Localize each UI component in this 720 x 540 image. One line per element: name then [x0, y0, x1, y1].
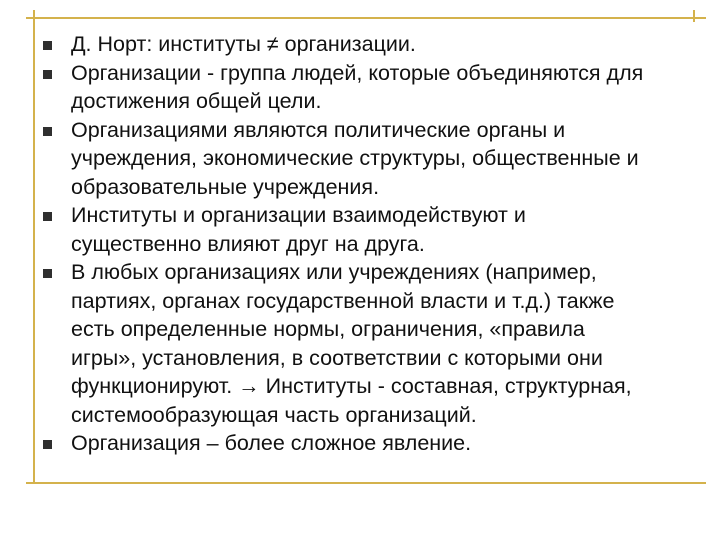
bullet-text-line: Организация – более сложное явление.: [71, 431, 472, 455]
bullet-list: [36, 30, 720, 458]
bullet-text-line: учреждения, экономические структуры, общественные и: [71, 146, 639, 170]
bullet-item: [36, 30, 720, 59]
bullet-text-line: Институты и организации взаимодействуют и: [71, 203, 526, 227]
bullet-text-line: В любых организациях или учреждениях (например,: [71, 260, 597, 284]
bullet-text-line: системообразующая часть организаций.: [71, 402, 477, 427]
square-bullet-icon: [43, 269, 52, 278]
square-bullet-icon: [43, 70, 52, 79]
bullet-text-line: есть определенные нормы, ограничения, «правила: [71, 317, 585, 341]
bullet-text-line: существенно влияют друг на друга.: [71, 231, 425, 256]
top-right-tick: [693, 10, 695, 22]
square-bullet-icon: [43, 127, 52, 136]
bullet-text-line: достижения общей цели.: [71, 89, 322, 113]
bullet-item: [36, 429, 720, 458]
bullet-text-line: образовательные учреждения.: [71, 174, 380, 199]
bullet-text-line: игры», установления, в соответствии с которыми они: [71, 345, 603, 370]
left-rule: [33, 10, 35, 483]
square-bullet-icon: [43, 41, 52, 50]
bullet-item: [36, 116, 720, 202]
bullet-text-line: Д. Норт: институты ≠ организации.: [71, 32, 416, 56]
bullet-item: [36, 258, 720, 429]
square-bullet-icon: [43, 440, 52, 449]
bottom-rule: [26, 482, 706, 484]
top-rule: [26, 17, 706, 19]
square-bullet-icon: [43, 212, 52, 221]
bullet-item: [36, 201, 720, 258]
bullet-item: [36, 59, 720, 116]
bullet-text-line: Организациями являются политические органы и: [71, 117, 566, 142]
bullet-text-line: функционируют. → Институты - составная, структурная,: [71, 374, 632, 398]
bullet-text-line: партиях, органах государственной власти и т.д.) также: [71, 288, 615, 313]
bullet-text-line: Организации - группа людей, которые объединяются для: [71, 60, 644, 85]
